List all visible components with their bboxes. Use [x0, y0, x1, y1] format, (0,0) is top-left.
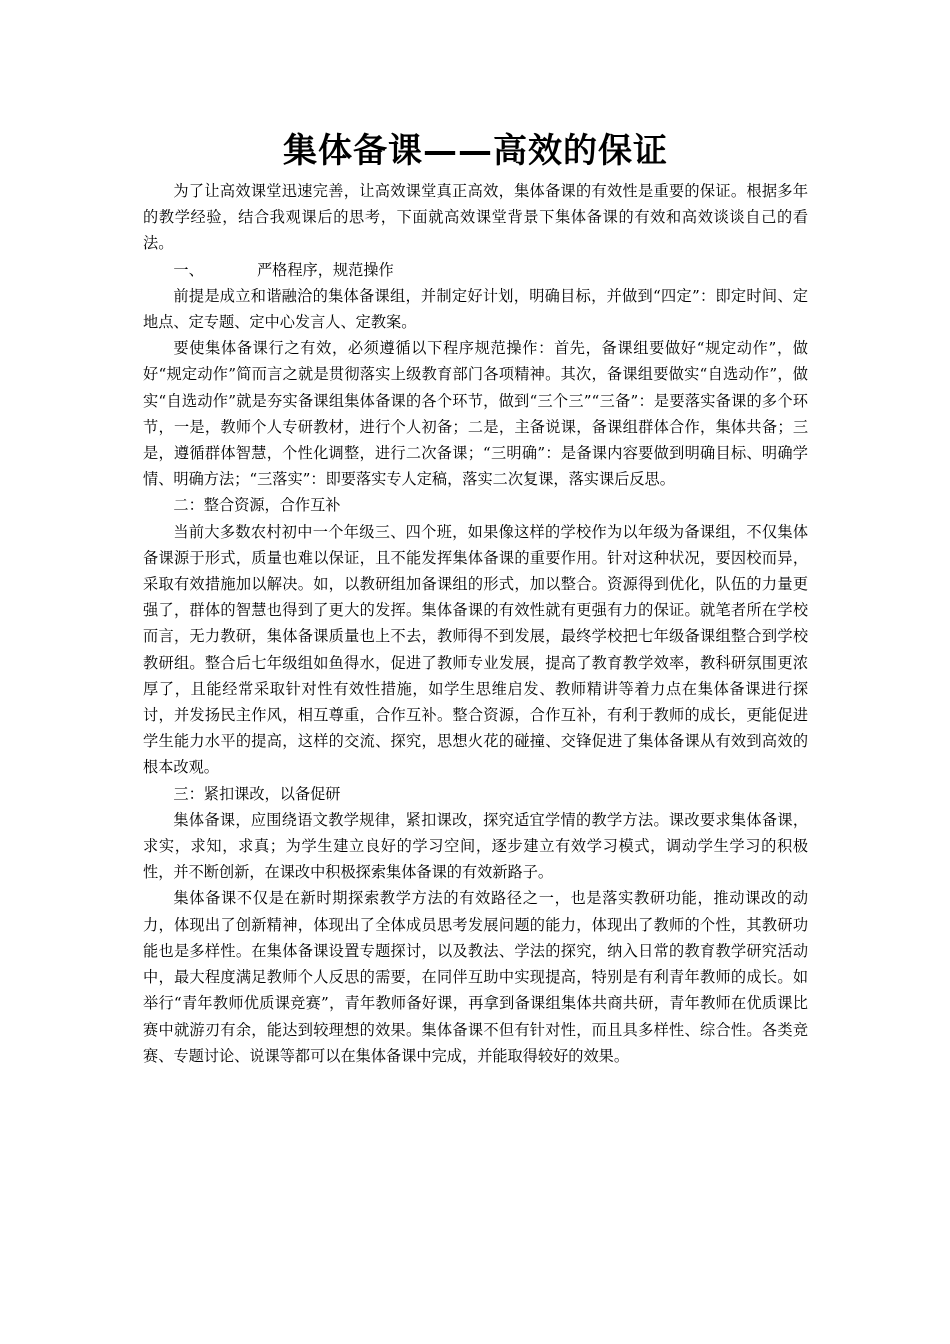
section-1-paragraph-2: 要使集体备课行之有效，必须遵循以下程序规范操作：首先，备课组要做好“规定动作”，做好“规定动作”简而言之就是贯彻落实上级教育部门各项精神。其次，备课组要做实“自选动作”，做实“自选动作”就是夯实备课组集体备课的各个环节，做到“三个三”“三备”：是要落实备课的多个环节，一是，教师个人专研教材，进行个人初备；二是，主备说课，备课组群体合作，集体共备；三是，遵循群体智慧，个性化调整，进行二次备课；“三明确”：是备课内容要做到明确目标、明确学情、明确方法；“三落实”：即要落实专人定稿，落实二次复课，落实课后反思。: [143, 339, 808, 489]
section-1-heading: [143, 257, 808, 283]
section-2-paragraph-1: 当前大多数农村初中一个年级三、四个班，如果像这样的学校作为以年级为备课组，不仅集体备课源于形式，质量也难以保证，且不能发挥集体备课的重要作用。针对这种状况，要因校而异，采取有效措施加以解决。如，以教研组加备课组的形式，加以整合。资源得到优化，队伍的力量更强了，群体的智慧也得到了更大的发挥。集体备课的有效性就有更强有力的保证。就笔者所在学校而言，无力教研，集体备课质量也上不去，教师得不到发展，最终学校把七年级备课组整合到学校教研组。整合后七年级组如鱼得水，促进了教师专业发展，提高了教育教学效率，教科研氛围更浓厚了，且能经常采取针对性有效性措施，如学生思维启发、教师精讲等着力点在集体备课进行探讨，并发扬民主作风，相互尊重，合作互补。整合资源，合作互补，有利于教师的成长，更能促进学生能力水平的提高，这样的交流、探究，思想火花的碰撞、交锋促进了集体备课从有效到高效的根本改观。: [143, 522, 808, 777]
section-2-heading: 二：整合资源，合作互补: [173, 496, 341, 515]
section-1-paragraph-1: 前提是成立和谐融洽的集体备课组，并制定好计划，明确目标，并做到“四定”：即定时间、定地点、定专题、定中心发言人、定教案。: [143, 286, 808, 332]
section-3-paragraph-2: 集体备课不仅是在新时期探索教学方法的有效路径之一，也是落实教研功能，推动课改的动力，体现出了创新精神，体现出了全体成员思考发展问题的能力，体现出了教师的个性，其教研功能也是多样性。在集体备课设置专题探讨，以及教法、学法的探究，纳入日常的教育教学研究活动中，最大程度满足教师个人反思的需要，在同伴互助中实现提高，特别是有利青年教师的成长。如举行“青年教师优质课竞赛”，青年教师备好课，再拿到备课组集体共商共研，青年教师在优质课比赛中就游刃有余，能达到较理想的效果。集体备课不但有针对性，而且具多样性、综合性。各类竞赛、专题讨论、说课等都可以在集体备课中完成，并能取得较好的效果。: [143, 889, 808, 1065]
document-page: [143, 128, 808, 1069]
section-3-paragraph-1: 集体备课，应围绕语文教学规律，紧扣课改，探究适宜学情的教学方法。课改要求集体备课，求实，求知，求真；为学生建立良好的学习空间，逐步建立有效学习模式，调动学生学习的积极性，并不断创新，在课改中积极探索集体备课的有效新路子。: [143, 810, 808, 882]
section-1-number: 一、: [173, 260, 204, 279]
section-3-heading: 三：紧扣课改，以备促研: [173, 784, 341, 803]
document-title: 集体备课——高效的保证: [283, 131, 668, 171]
section-1-heading-text: 严格程序，规范操作: [256, 260, 394, 279]
intro-paragraph: 为了让高效课堂迅速完善，让高效课堂真正高效，集体备课的有效性是重要的保证。根据多年的教学经验，结合我观课后的思考，下面就高效课堂背景下集体备课的有效和高效谈谈自己的看法。: [143, 182, 808, 253]
